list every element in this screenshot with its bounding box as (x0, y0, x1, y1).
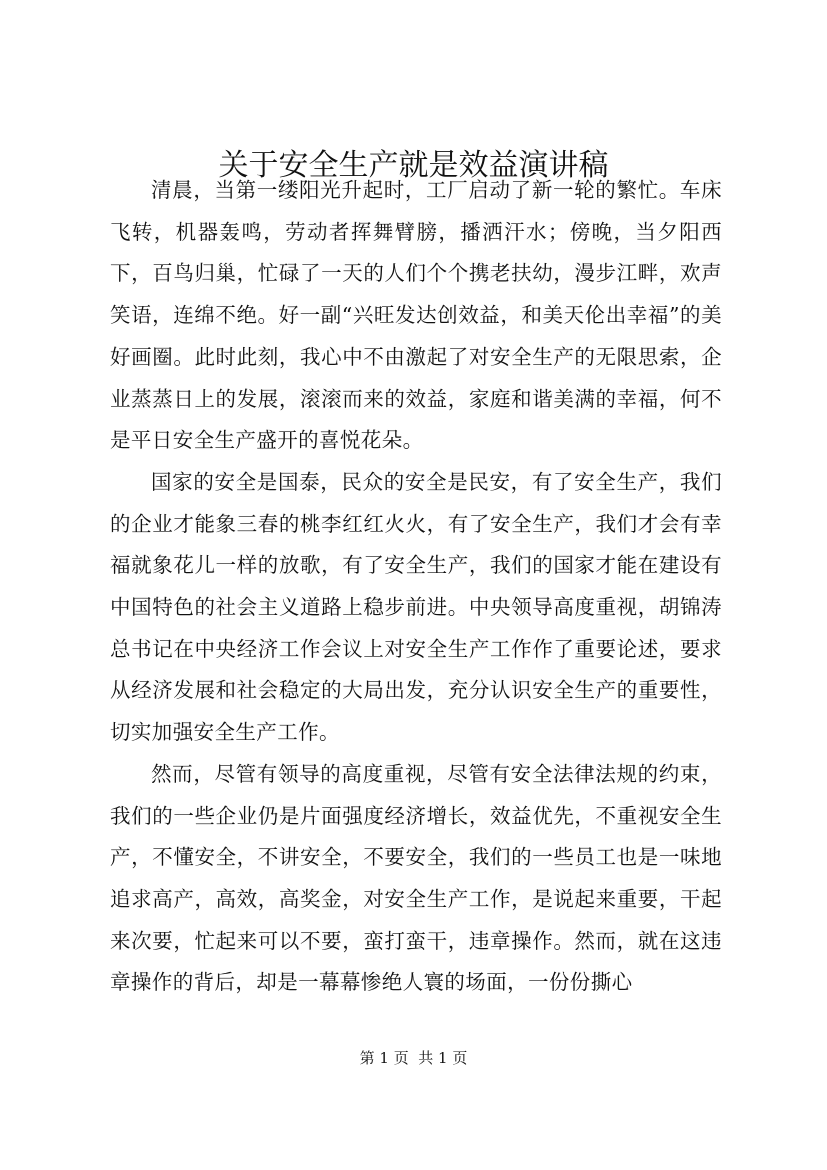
document-title: 关于安全生产就是效益演讲稿 (218, 148, 609, 183)
page-number-text: 第 1 页 共 1 页 (359, 1049, 468, 1067)
document-body (110, 170, 722, 1004)
paragraph: 然而，尽管有领导的高度重视，尽管有安全法律法规的约束，我们的一些企业仍是片面强度经济增长，效益优先，不重视安全生产，不懂安全，不讲安全，不要安全，我们的一些员工也是一味地追求高产，高效，高奖金，对安全生产工作，是说起来重要，干起来次要，忙起来可以不要，蛮打蛮干，违章操作。然而，就在这违章操作的背后，却是一幕幕惨绝人寰的场面，一份份撕心 (110, 761, 722, 995)
paragraph: 清晨，当第一缕阳光升起时，工厂启动了新一轮的繁忙。车床飞转，机器轰鸣，劳动者挥舞臂膀，播洒汗水；傍晚，当夕阳西下，百鸟归巢，忙碌了一天的人们个个携老扶幼，漫步江畔，欢声笑语，连绵不绝。好一副“兴旺发达创效益，和美天伦出幸福”的美好画圈。此时此刻，我心中不由激起了对安全生产的无限思索，企业蒸蒸日上的发展，滚滚而来的效益，家庭和谐美满的幸福，何不是平日安全生产盛开的喜悦花朵。 (110, 178, 722, 453)
page-footer (0, 1048, 827, 1068)
paragraph: 国家的安全是国泰，民众的安全是民安，有了安全生产，我们的企业才能象三春的桃李红红火火，有了安全生产，我们才会有幸福就象花儿一样的放歌，有了安全生产，我们的国家才能在建设有中国特色的社会主义道路上稳步前进。中央领导高度重视，胡锦涛总书记在中央经济工作会议上对安全生产工作作了重要论述，要求从经济发展和社会稳定的大局出发，充分认识安全生产的重要性，切实加强安全生产工作。 (110, 469, 722, 745)
